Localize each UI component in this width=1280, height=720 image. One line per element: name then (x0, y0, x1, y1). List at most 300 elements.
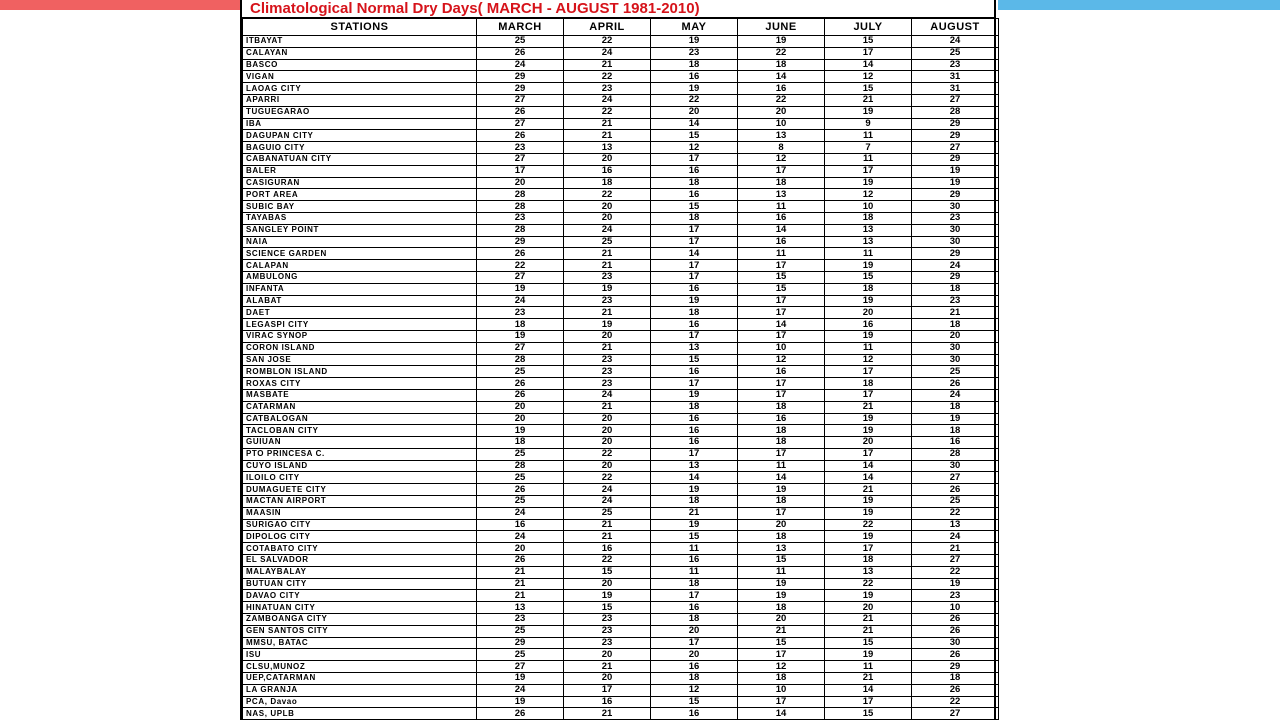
april-cell: 13 (564, 142, 651, 154)
april-cell: 24 (564, 496, 651, 508)
june-cell: 12 (738, 661, 825, 673)
august-cell: 28 (912, 448, 999, 460)
table-row (243, 625, 999, 637)
may-cell: 18 (651, 401, 738, 413)
may-cell: 16 (651, 189, 738, 201)
april-cell: 23 (564, 625, 651, 637)
may-cell: 23 (651, 47, 738, 59)
july-cell: 15 (825, 36, 912, 48)
march-cell: 25 (477, 496, 564, 508)
station-cell: LA GRANJA (243, 684, 477, 696)
august-cell: 18 (912, 283, 999, 295)
may-cell: 16 (651, 602, 738, 614)
july-cell: 10 (825, 201, 912, 213)
june-cell: 16 (738, 413, 825, 425)
june-cell: 18 (738, 496, 825, 508)
may-cell: 16 (651, 437, 738, 449)
june-cell: 13 (738, 543, 825, 555)
march-cell: 20 (477, 177, 564, 189)
may-cell: 19 (651, 484, 738, 496)
header-stations: STATIONS (243, 19, 477, 36)
station-cell: COTABATO CITY (243, 543, 477, 555)
april-cell: 22 (564, 36, 651, 48)
march-cell: 28 (477, 354, 564, 366)
table-row (243, 555, 999, 567)
july-cell: 17 (825, 389, 912, 401)
august-cell: 30 (912, 236, 999, 248)
june-cell: 14 (738, 319, 825, 331)
august-cell: 29 (912, 248, 999, 260)
station-cell: ITBAYAT (243, 36, 477, 48)
may-cell: 16 (651, 283, 738, 295)
august-cell: 30 (912, 354, 999, 366)
august-cell: 13 (912, 519, 999, 531)
may-cell: 18 (651, 59, 738, 71)
march-cell: 28 (477, 460, 564, 472)
may-cell: 18 (651, 307, 738, 319)
station-cell: NAIA (243, 236, 477, 248)
august-cell: 27 (912, 708, 999, 720)
may-cell: 18 (651, 673, 738, 685)
may-cell: 15 (651, 130, 738, 142)
table-row (243, 224, 999, 236)
april-cell: 23 (564, 83, 651, 95)
june-cell: 18 (738, 531, 825, 543)
august-cell: 19 (912, 578, 999, 590)
march-cell: 28 (477, 189, 564, 201)
table-row (243, 472, 999, 484)
march-cell: 26 (477, 708, 564, 720)
june-cell: 17 (738, 649, 825, 661)
march-cell: 25 (477, 36, 564, 48)
june-cell: 17 (738, 295, 825, 307)
july-cell: 21 (825, 401, 912, 413)
march-cell: 26 (477, 130, 564, 142)
station-cell: TUGUEGARAO (243, 106, 477, 118)
june-cell: 8 (738, 142, 825, 154)
station-cell: GUIUAN (243, 437, 477, 449)
april-cell: 21 (564, 661, 651, 673)
may-cell: 17 (651, 260, 738, 272)
april-cell: 24 (564, 47, 651, 59)
april-cell: 15 (564, 566, 651, 578)
station-cell: CATARMAN (243, 401, 477, 413)
may-cell: 16 (651, 708, 738, 720)
table-row (243, 566, 999, 578)
may-cell: 19 (651, 36, 738, 48)
march-cell: 26 (477, 248, 564, 260)
dry-days-table (242, 18, 999, 720)
march-cell: 25 (477, 448, 564, 460)
table-row (243, 271, 999, 283)
june-cell: 18 (738, 602, 825, 614)
june-cell: 10 (738, 342, 825, 354)
station-cell: ISU (243, 649, 477, 661)
august-cell: 24 (912, 389, 999, 401)
station-cell: ZAMBOANGA CITY (243, 614, 477, 626)
july-cell: 14 (825, 472, 912, 484)
march-cell: 19 (477, 673, 564, 685)
may-cell: 16 (651, 71, 738, 83)
march-cell: 17 (477, 165, 564, 177)
may-cell: 17 (651, 224, 738, 236)
table-row (243, 614, 999, 626)
station-cell: NAS, UPLB (243, 708, 477, 720)
august-cell: 26 (912, 625, 999, 637)
april-cell: 24 (564, 94, 651, 106)
june-cell: 17 (738, 260, 825, 272)
april-cell: 22 (564, 106, 651, 118)
july-cell: 17 (825, 366, 912, 378)
august-cell: 16 (912, 437, 999, 449)
march-cell: 25 (477, 625, 564, 637)
table-row (243, 448, 999, 460)
table-row (243, 496, 999, 508)
june-cell: 10 (738, 118, 825, 130)
august-cell: 22 (912, 696, 999, 708)
station-cell: BALER (243, 165, 477, 177)
june-cell: 13 (738, 130, 825, 142)
august-cell: 20 (912, 330, 999, 342)
august-cell: 26 (912, 378, 999, 390)
june-cell: 19 (738, 36, 825, 48)
march-cell: 29 (477, 83, 564, 95)
april-cell: 16 (564, 696, 651, 708)
table-row (243, 47, 999, 59)
july-cell: 18 (825, 555, 912, 567)
june-cell: 17 (738, 307, 825, 319)
table-row (243, 401, 999, 413)
april-cell: 20 (564, 578, 651, 590)
header-april: APRIL (564, 19, 651, 36)
may-cell: 11 (651, 543, 738, 555)
august-cell: 27 (912, 555, 999, 567)
march-cell: 27 (477, 661, 564, 673)
station-cell: APARRI (243, 94, 477, 106)
july-cell: 22 (825, 578, 912, 590)
august-cell: 23 (912, 590, 999, 602)
june-cell: 11 (738, 566, 825, 578)
august-cell: 29 (912, 130, 999, 142)
august-cell: 26 (912, 649, 999, 661)
april-cell: 20 (564, 330, 651, 342)
august-cell: 27 (912, 142, 999, 154)
may-cell: 13 (651, 460, 738, 472)
table-row (243, 578, 999, 590)
april-cell: 21 (564, 118, 651, 130)
april-cell: 20 (564, 673, 651, 685)
july-cell: 17 (825, 165, 912, 177)
station-cell: TAYABAS (243, 212, 477, 224)
march-cell: 21 (477, 578, 564, 590)
may-cell: 15 (651, 201, 738, 213)
august-cell: 30 (912, 637, 999, 649)
june-cell: 10 (738, 684, 825, 696)
june-cell: 18 (738, 673, 825, 685)
may-cell: 22 (651, 94, 738, 106)
may-cell: 18 (651, 614, 738, 626)
june-cell: 14 (738, 472, 825, 484)
table-row (243, 189, 999, 201)
table-row (243, 696, 999, 708)
july-cell: 19 (825, 295, 912, 307)
august-cell: 26 (912, 684, 999, 696)
april-cell: 21 (564, 708, 651, 720)
july-cell: 19 (825, 496, 912, 508)
station-cell: SCIENCE GARDEN (243, 248, 477, 260)
august-cell: 29 (912, 153, 999, 165)
march-cell: 28 (477, 201, 564, 213)
may-cell: 20 (651, 625, 738, 637)
july-cell: 19 (825, 507, 912, 519)
april-cell: 22 (564, 448, 651, 460)
april-cell: 21 (564, 59, 651, 71)
header-june: JUNE (738, 19, 825, 36)
june-cell: 17 (738, 165, 825, 177)
july-cell: 11 (825, 248, 912, 260)
march-cell: 23 (477, 307, 564, 319)
march-cell: 23 (477, 142, 564, 154)
july-cell: 19 (825, 177, 912, 189)
august-cell: 25 (912, 366, 999, 378)
august-cell: 26 (912, 614, 999, 626)
may-cell: 15 (651, 354, 738, 366)
august-cell: 25 (912, 496, 999, 508)
april-cell: 23 (564, 271, 651, 283)
august-cell: 23 (912, 295, 999, 307)
station-cell: CORON ISLAND (243, 342, 477, 354)
august-cell: 23 (912, 212, 999, 224)
march-cell: 25 (477, 649, 564, 661)
april-cell: 15 (564, 602, 651, 614)
header-july: JULY (825, 19, 912, 36)
may-cell: 19 (651, 295, 738, 307)
table-row (243, 94, 999, 106)
station-cell: CATBALOGAN (243, 413, 477, 425)
july-cell: 19 (825, 531, 912, 543)
march-cell: 19 (477, 283, 564, 295)
may-cell: 16 (651, 366, 738, 378)
station-cell: MACTAN AIRPORT (243, 496, 477, 508)
july-cell: 17 (825, 543, 912, 555)
april-cell: 24 (564, 484, 651, 496)
station-cell: VIRAC SYNOP (243, 330, 477, 342)
april-cell: 20 (564, 413, 651, 425)
table-row (243, 260, 999, 272)
april-cell: 19 (564, 590, 651, 602)
june-cell: 15 (738, 555, 825, 567)
june-cell: 17 (738, 448, 825, 460)
august-cell: 30 (912, 224, 999, 236)
april-cell: 16 (564, 543, 651, 555)
august-cell: 30 (912, 342, 999, 354)
table-row (243, 71, 999, 83)
table-row (243, 248, 999, 260)
august-cell: 28 (912, 106, 999, 118)
august-cell: 26 (912, 484, 999, 496)
august-cell: 29 (912, 189, 999, 201)
august-cell: 18 (912, 425, 999, 437)
april-cell: 23 (564, 354, 651, 366)
july-cell: 11 (825, 153, 912, 165)
april-cell: 20 (564, 212, 651, 224)
may-cell: 16 (651, 555, 738, 567)
may-cell: 14 (651, 472, 738, 484)
station-cell: DAET (243, 307, 477, 319)
august-cell: 18 (912, 401, 999, 413)
table-row (243, 649, 999, 661)
march-cell: 24 (477, 684, 564, 696)
station-cell: PORT AREA (243, 189, 477, 201)
march-cell: 19 (477, 425, 564, 437)
may-cell: 17 (651, 448, 738, 460)
june-cell: 11 (738, 248, 825, 260)
june-cell: 13 (738, 189, 825, 201)
march-cell: 13 (477, 602, 564, 614)
march-cell: 24 (477, 295, 564, 307)
table-row (243, 590, 999, 602)
table-row (243, 661, 999, 673)
august-cell: 31 (912, 71, 999, 83)
august-cell: 27 (912, 94, 999, 106)
station-cell: SURIGAO CITY (243, 519, 477, 531)
july-cell: 18 (825, 212, 912, 224)
station-cell: PCA, Davao (243, 696, 477, 708)
april-cell: 21 (564, 130, 651, 142)
station-cell: UEP,CATARMAN (243, 673, 477, 685)
table-row (243, 165, 999, 177)
march-cell: 21 (477, 566, 564, 578)
june-cell: 15 (738, 283, 825, 295)
june-cell: 14 (738, 708, 825, 720)
station-cell: ROMBLON ISLAND (243, 366, 477, 378)
july-cell: 13 (825, 236, 912, 248)
table-row (243, 413, 999, 425)
july-cell: 20 (825, 602, 912, 614)
table-row (243, 354, 999, 366)
april-cell: 23 (564, 614, 651, 626)
station-cell: ROXAS CITY (243, 378, 477, 390)
table-row (243, 330, 999, 342)
june-cell: 14 (738, 224, 825, 236)
july-cell: 15 (825, 708, 912, 720)
table-row (243, 142, 999, 154)
may-cell: 18 (651, 578, 738, 590)
july-cell: 21 (825, 484, 912, 496)
june-cell: 17 (738, 378, 825, 390)
august-cell: 22 (912, 507, 999, 519)
table-row (243, 684, 999, 696)
march-cell: 24 (477, 507, 564, 519)
station-cell: HINATUAN CITY (243, 602, 477, 614)
june-cell: 17 (738, 389, 825, 401)
april-cell: 20 (564, 649, 651, 661)
station-cell: ILOILO CITY (243, 472, 477, 484)
august-cell: 19 (912, 413, 999, 425)
july-cell: 19 (825, 260, 912, 272)
april-cell: 22 (564, 189, 651, 201)
august-cell: 19 (912, 165, 999, 177)
station-cell: DAVAO CITY (243, 590, 477, 602)
may-cell: 13 (651, 342, 738, 354)
april-cell: 21 (564, 519, 651, 531)
may-cell: 19 (651, 389, 738, 401)
header-may: MAY (651, 19, 738, 36)
july-cell: 21 (825, 614, 912, 626)
station-cell: LEGASPI CITY (243, 319, 477, 331)
august-cell: 18 (912, 673, 999, 685)
may-cell: 16 (651, 165, 738, 177)
march-cell: 29 (477, 637, 564, 649)
april-cell: 22 (564, 555, 651, 567)
table-row (243, 378, 999, 390)
may-cell: 17 (651, 153, 738, 165)
may-cell: 17 (651, 236, 738, 248)
may-cell: 20 (651, 106, 738, 118)
table-title: Climatological Normal Dry Days( MARCH - AUGUST 1981-2010) (242, 0, 994, 18)
table-row (243, 307, 999, 319)
june-cell: 16 (738, 212, 825, 224)
july-cell: 15 (825, 83, 912, 95)
table-row (243, 531, 999, 543)
july-cell: 15 (825, 271, 912, 283)
station-cell: MASBATE (243, 389, 477, 401)
june-cell: 19 (738, 578, 825, 590)
station-cell: DIPOLOG CITY (243, 531, 477, 543)
accent-bar-left (0, 0, 240, 10)
march-cell: 19 (477, 696, 564, 708)
march-cell: 29 (477, 71, 564, 83)
may-cell: 17 (651, 590, 738, 602)
march-cell: 27 (477, 118, 564, 130)
august-cell: 29 (912, 118, 999, 130)
june-cell: 19 (738, 484, 825, 496)
table-row (243, 319, 999, 331)
table-row (243, 212, 999, 224)
july-cell: 17 (825, 696, 912, 708)
station-cell: MMSU, BATAC (243, 637, 477, 649)
august-cell: 24 (912, 36, 999, 48)
april-cell: 21 (564, 248, 651, 260)
june-cell: 18 (738, 177, 825, 189)
march-cell: 23 (477, 212, 564, 224)
may-cell: 20 (651, 649, 738, 661)
may-cell: 18 (651, 496, 738, 508)
table-row (243, 637, 999, 649)
may-cell: 14 (651, 118, 738, 130)
june-cell: 20 (738, 106, 825, 118)
august-cell: 19 (912, 177, 999, 189)
august-cell: 30 (912, 201, 999, 213)
april-cell: 18 (564, 177, 651, 189)
march-cell: 26 (477, 555, 564, 567)
august-cell: 22 (912, 566, 999, 578)
table-row (243, 519, 999, 531)
station-cell: GEN SANTOS CITY (243, 625, 477, 637)
april-cell: 19 (564, 319, 651, 331)
may-cell: 18 (651, 177, 738, 189)
july-cell: 12 (825, 189, 912, 201)
march-cell: 27 (477, 94, 564, 106)
august-cell: 29 (912, 271, 999, 283)
march-cell: 20 (477, 413, 564, 425)
july-cell: 13 (825, 224, 912, 236)
table-row (243, 130, 999, 142)
june-cell: 15 (738, 637, 825, 649)
station-cell: CUYO ISLAND (243, 460, 477, 472)
august-cell: 29 (912, 661, 999, 673)
table-row (243, 460, 999, 472)
